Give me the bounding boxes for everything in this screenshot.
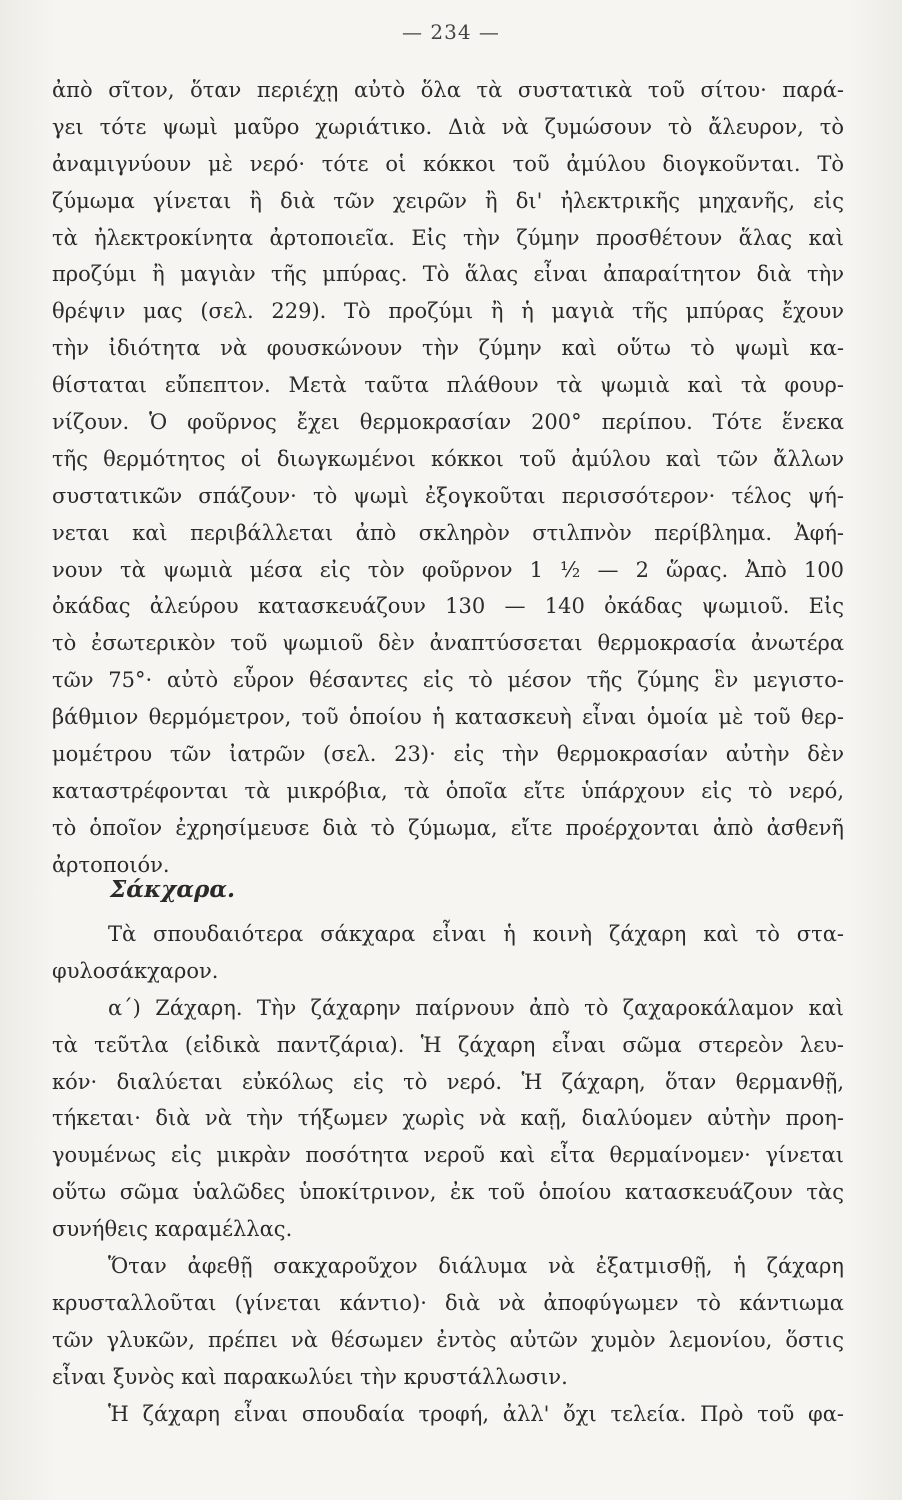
- text-line: τὰ ἠλεκτροκίνητα ἀρτοποιεῖα. Εἰς τὴν ζύμην προσθέτουν ἅλας καὶ: [52, 225, 844, 250]
- text-line: τὸ ἐσωτερικὸν τοῦ ψωμιοῦ δὲν ἀναπτύσσεται θερμοκρασία ἀνωτέρα: [52, 631, 844, 656]
- text-line: τὴν ἰδιότητα νὰ φουσκώνουν τὴν ζύμην καὶ οὕτω τὸ ψωμὶ κα-: [52, 336, 844, 361]
- text-line: ἀναμιγνύουν μὲ νερό· τότε οἱ κόκκοι τοῦ ἀμύλου διογκοῦνται. Τὸ: [52, 151, 844, 176]
- text-line: προζύμι ἢ μαγιὰν τῆς μπύρας. Τὸ ἅλας εἶναι ἀπαραίτητον διὰ τὴν: [52, 262, 844, 287]
- text-line: θρέψιν μας (σελ. 229). Τὸ προζύμι ἢ ἡ μαγιὰ τῆς μπύρας ἔχουν: [52, 299, 844, 324]
- text-line: συστατικῶν σπάζουν· τὸ ψωμὶ ἐξογκοῦται περισσότερον· τέλος ψή-: [52, 483, 844, 508]
- text-line: ζύμωμα γίνεται ἢ διὰ τῶν χειρῶν ἢ δι' ἠλεκτρικῆς μηχανῆς, εἰς: [52, 188, 844, 213]
- page-number: — 234 —: [402, 20, 500, 44]
- text-line: μομέτρου τῶν ἰατρῶν (σελ. 23)· εἰς τὴν θερμοκρασίαν αὐτὴν δὲν: [52, 742, 844, 767]
- text-line: ἀρτοποιόν.: [52, 852, 170, 877]
- text-line: Ὅταν ἀφεθῇ σακχαροῦχον διάλυμα νὰ ἐξατμισθῇ, ἡ ζάχαρη: [108, 1254, 844, 1279]
- text-line: ὀκάδας ἀλεύρου κατασκευάζουν 130 — 140 ὀκάδας ψωμιοῦ. Εἰς: [52, 594, 844, 619]
- text-line: τῶν γλυκῶν, πρέπει νὰ θέσωμεν ἐντὸς αὐτῶν χυμὸν λεμονίου, ὅστις: [52, 1327, 844, 1352]
- text-line: νεται καὶ περιβάλλεται ἀπὸ σκληρὸν στιλπνὸν περίβλημα. Ἀφή-: [52, 520, 844, 545]
- text-line: νουν τὰ ψωμιὰ μέσα εἰς τὸν φοῦρνον 1 ½ — 2 ὥρας. Ἀπὸ 100: [52, 557, 844, 582]
- text-line: γει τότε ψωμὶ μαῦρο χωριάτικο. Διὰ νὰ ζυμώσουν τὸ ἄλευρον, τὸ: [52, 114, 844, 139]
- section-title: Σάκχαρα.: [110, 876, 236, 903]
- text-line: βάθμιον θερμόμετρον, τοῦ ὁποίου ἡ κατασκευὴ εἶναι ὁμοία μὲ τοῦ θερ-: [52, 705, 844, 730]
- text-line: εἶναι ξυνὸς καὶ παρακωλύει τὴν κρυστάλλωσιν.: [52, 1364, 568, 1389]
- text-line: καταστρέφονται τὰ μικρόβια, τὰ ὁποῖα εἴτε ὑπάρχουν εἰς τὸ νερό,: [52, 778, 844, 803]
- text-line: Ἡ ζάχαρη εἶναι σπουδαία τροφή, ἀλλ' ὄχι τελεία. Πρὸ τοῦ φα-: [108, 1401, 844, 1426]
- text-line: ἀπὸ σῖτον, ὅταν περιέχῃ αὐτὸ ὅλα τὰ συστατικὰ τοῦ σίτου· παρά-: [52, 78, 844, 102]
- text-line: κρυσταλλοῦται (γίνεται κάντιο)· διὰ νὰ ἀποφύγωμεν τὸ κάντιωμα: [52, 1290, 844, 1315]
- text-line: συνήθεις καραμέλλας.: [52, 1217, 293, 1242]
- text-line: τῶν 75°· αὐτὸ εὗρον θέσαντες εἰς τὸ μέσον τῆς ζύμης ἓν μεγιστο-: [52, 668, 844, 693]
- text-line: φυλοσάκχαρον.: [52, 958, 219, 983]
- text-line: γουμένως εἰς μικρὰν ποσότητα νεροῦ καὶ εἶτα θερμαίνομεν· γίνεται: [52, 1143, 844, 1168]
- paragraph-bread: [52, 72, 844, 884]
- text-line: τὸ ὁποῖον ἐχρησίμευσε διὰ τὸ ζύμωμα, εἴτε προέρχονται ἀπὸ ἀσθενῆ: [52, 815, 844, 840]
- text-line: τῆς θερμότητος οἱ διωγκωμένοι κόκκοι τοῦ ἀμύλου καὶ τῶν ἄλλων: [52, 446, 844, 471]
- text-line: Τὰ σπουδαιότερα σάκχαρα εἶναι ἡ κοινὴ ζάχαρη καὶ τὸ στα-: [108, 922, 844, 946]
- text-line: α΄) Ζάχαρη. Τὴν ζάχαρην παίρνουν ἀπὸ τὸ ζαχαροκάλαμον καὶ: [108, 995, 844, 1020]
- text-line: νίζουν. Ὁ φοῦρνος ἔχει θερμοκρασίαν 200° περίπου. Τότε ἕνεκα: [52, 410, 844, 435]
- text-line: κόν· διαλύεται εὐκόλως εἰς τὸ νερό. Ἡ ζάχαρη, ὅταν θερμανθῇ,: [52, 1069, 844, 1094]
- text-line: τὰ τεῦτλα (εἰδικὰ παντζάρια). Ἡ ζάχαρη εἶναι σῶμα στερεὸν λευ-: [52, 1032, 844, 1057]
- text-line: οὕτω σῶμα ὑαλῶδες ὑποκίτρινον, ἐκ τοῦ ὁποίου κατασκευάζουν τὰς: [52, 1180, 844, 1205]
- paragraph-sugars: [52, 916, 844, 1432]
- text-line: τήκεται· διὰ νὰ τὴν τήξωμεν χωρὶς νὰ καῇ, διαλύομεν αὐτὴν προη-: [52, 1106, 844, 1131]
- text-line: θίσταται εὔπεπτον. Μετὰ ταῦτα πλάθουν τὰ ψωμιὰ καὶ τὰ φουρ-: [52, 373, 844, 398]
